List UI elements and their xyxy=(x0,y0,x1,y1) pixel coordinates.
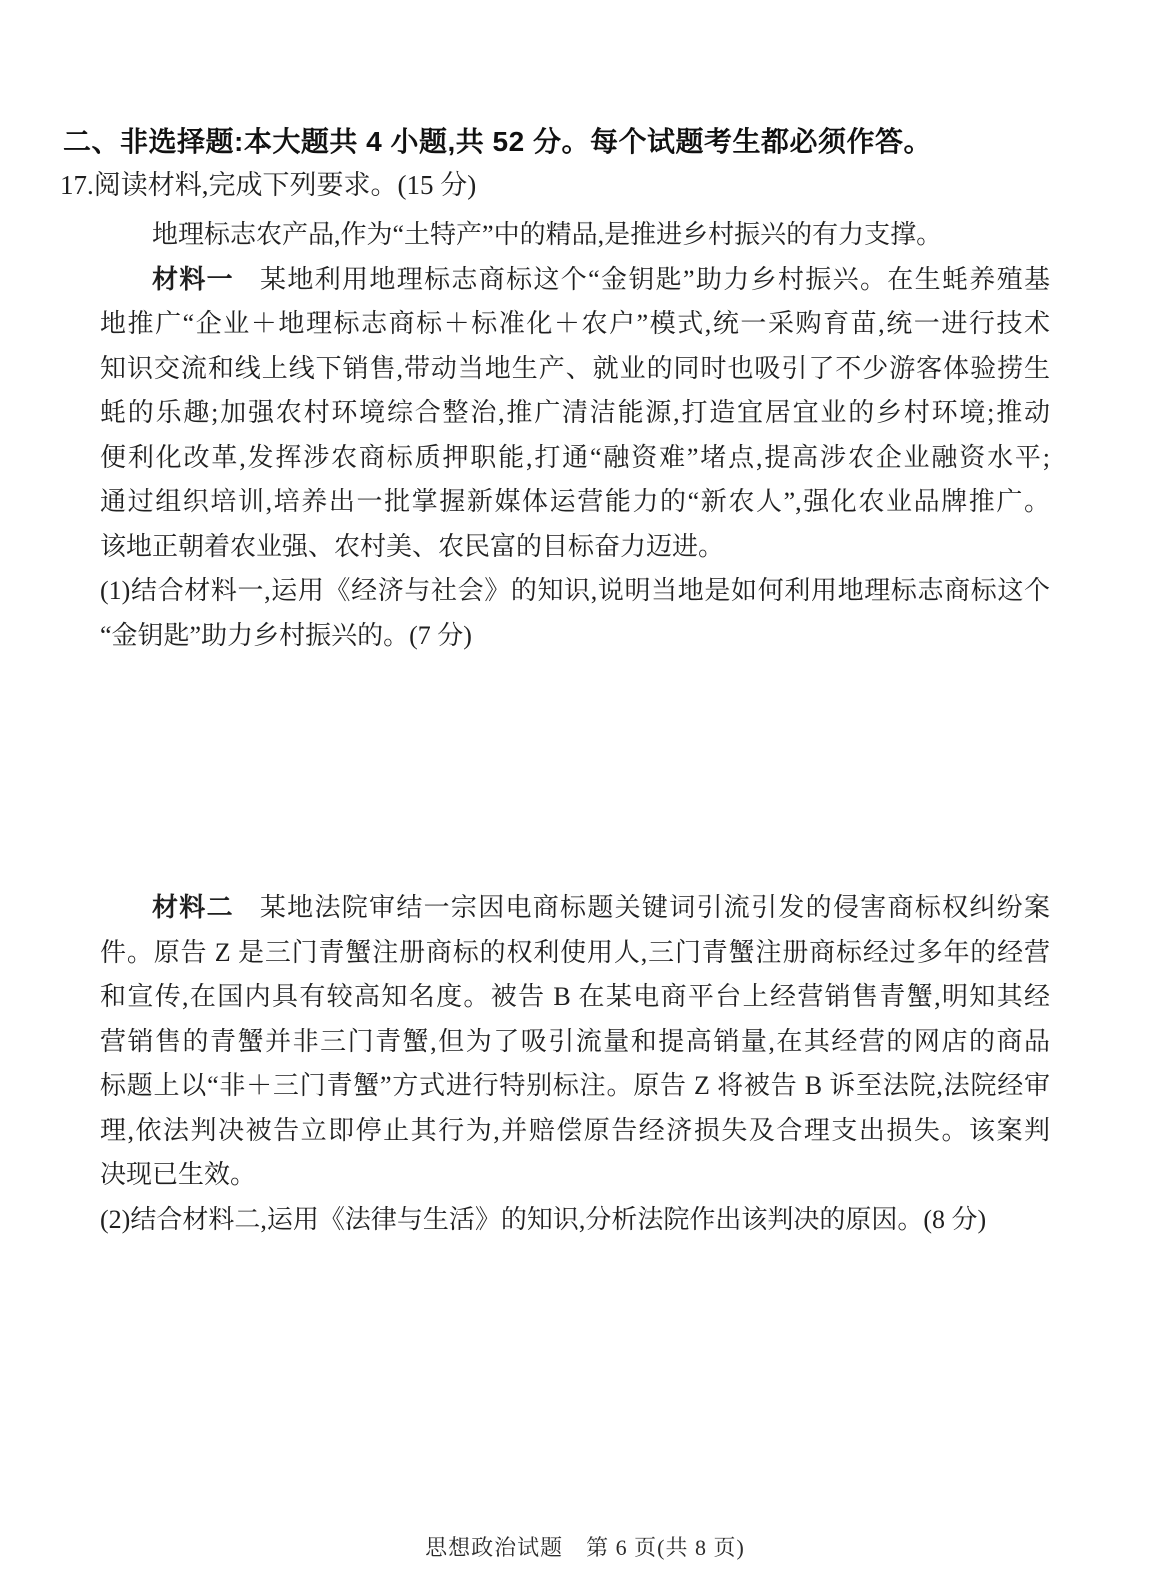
question1-last-line: “金钥匙”助力乡村振兴的。(7 分) xyxy=(100,620,472,650)
material2-line: 理,依法判决被告立即停止其行为,并赔偿原告经济损失及合理支出损失。该案判 xyxy=(100,1115,1050,1145)
material1-first-line xyxy=(100,258,1050,303)
material1-first-line-text: 某地利用地理标志商标这个“金钥匙”助力乡村振兴。在生蚝养殖基 xyxy=(260,264,1050,294)
question2-line: (2)结合材料二,运用《法律与生活》的知识,分析法院作出该判决的原因。(8 分) xyxy=(100,1204,987,1234)
question-17-heading: 17.阅读材料,完成下列要求。(15 分) xyxy=(60,170,477,200)
material1-line: 通过组织培训,培养出一批掌握新媒体运营能力的“新农人”,强化农业品牌推广。 xyxy=(100,487,1050,516)
material2-line: 营销售的青蟹并非三门青蟹,但为了吸引流量和提高销量,在其经营的网店的商品 xyxy=(100,1026,1050,1056)
material2-line: 标题上以“非＋三门青蟹”方式进行特别标注。原告 Z 将被告 B 诉至法院,法院经审 xyxy=(100,1071,1050,1100)
material2-line: 件。原告 Z 是三门青蟹注册商标的权利使用人,三门青蟹注册商标经过多年的经营 xyxy=(100,937,1050,967)
material1-line: 蚝的乐趣;加强农村环境综合整治,推广清洁能源,打造宜居宜业的乡村环境;推动 xyxy=(100,398,1050,427)
material1-line: 知识交流和线上线下销售,带动当地生产、就业的同时也吸引了不少游客体验捞生 xyxy=(100,353,1050,383)
material2-first-line-text: 某地法院审结一宗因电商标题关键词引流引发的侵害商标权纠纷案 xyxy=(259,893,1050,922)
material2-line: 和宣传,在国内具有较高知名度。被告 B 在某电商平台上经营销售青蟹,明知其经 xyxy=(100,982,1050,1011)
section-header: 二、非选择题:本大题共 4 小题,共 52 分。每个试题考生都必须作答。 xyxy=(63,126,932,157)
material1-last-line: 该地正朝着农业强、农村美、农民富的目标奋力迈进。 xyxy=(100,531,725,561)
material2-last-line: 决现已生效。 xyxy=(100,1160,257,1189)
page-footer: 思想政治试题 第 6 页(共 8 页) xyxy=(425,1535,745,1560)
question-17-part1-block xyxy=(100,213,1050,658)
material1-line: 地推广“企业＋地理标志商标＋标准化＋农户”模式,统一采购育苗,统一进行技术 xyxy=(100,309,1050,338)
material2-first-line xyxy=(100,886,1050,931)
intro-line: 地理标志农产品,作为“土特产”中的精品,是推进乡村振兴的有力支撑。 xyxy=(152,220,943,249)
material2-label: 材料二 xyxy=(152,893,234,922)
material1-line: 便利化改革,发挥涉农商标质押职能,打通“融资难”堵点,提高涉农企业融资水平; xyxy=(100,442,1050,472)
material1-label: 材料一 xyxy=(152,264,235,294)
question1-line: (1)结合材料一,运用《经济与社会》的知识,说明当地是如何利用地理标志商标这个 xyxy=(100,576,1050,605)
question-17-part2-block xyxy=(100,886,1050,1242)
